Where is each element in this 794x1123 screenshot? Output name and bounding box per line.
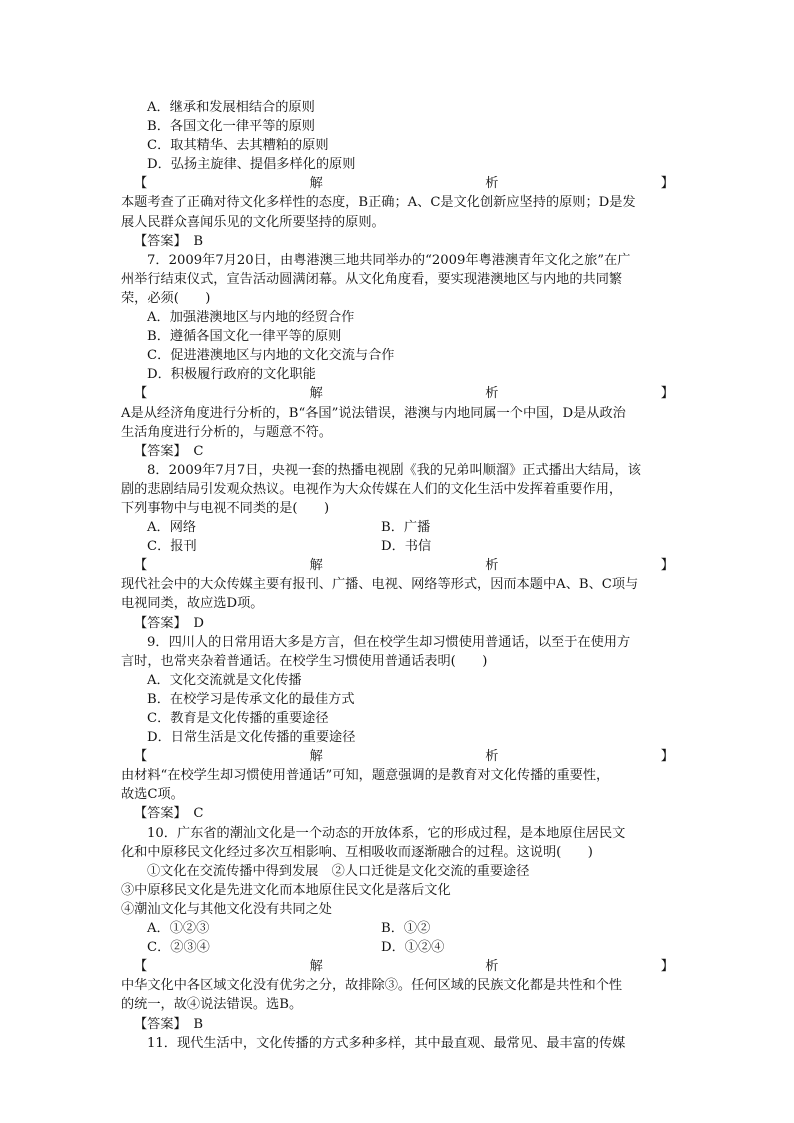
q8-option-d: D．书信 <box>381 539 432 555</box>
bracket-close: 】 <box>660 176 674 192</box>
bracket-close: 】 <box>660 749 674 765</box>
q10-statements-line-1: ①文化在交流传播中得到发展 ②人口迁徙是文化交流的重要途径 <box>147 863 530 879</box>
q9-option-d: D．日常生活是文化传播的重要途径 <box>147 730 356 746</box>
analysis-char-1: 解 <box>309 386 323 402</box>
q10-option-b: B．①② <box>381 921 431 937</box>
q10-options-row-1 <box>121 919 674 938</box>
q6-option-b: B．各国文化一律平等的原则 <box>147 119 315 135</box>
analysis-char-2: 析 <box>485 386 499 402</box>
q7-option-c: C．促进港澳地区与内地的文化交流与合作 <box>147 348 395 364</box>
q10-options-row-2 <box>121 938 674 957</box>
q7-option-a: A．加强港澳地区与内地的经贸合作 <box>147 310 355 326</box>
bracket-close: 】 <box>660 386 674 402</box>
q9-option-b: B．在校学习是传承文化的最佳方式 <box>147 691 355 707</box>
bracket-close: 】 <box>660 558 674 574</box>
q10-option-d: D．①②④ <box>381 940 445 956</box>
q7-analysis-header <box>121 384 674 403</box>
q9-analysis-line-1: 由材料“在校学生却习惯使用普通话”可知，题意强调的是教育对文化传播的重要性， <box>121 768 610 784</box>
q9-analysis-line-2: 故选C项。 <box>121 787 184 803</box>
analysis-char-1: 解 <box>309 749 323 765</box>
bracket-close: 】 <box>660 959 674 975</box>
bracket-open: 【 <box>134 749 148 765</box>
bracket-open: 【 <box>134 176 148 192</box>
q10-option-c: C．②③④ <box>147 940 210 956</box>
q11-stem-line-1: 11．现代生活中，文化传播的方式多种多样，其中最直观、最常见、最丰富的传媒 <box>147 1035 626 1051</box>
q7-analysis-line-2: 生活角度进行分析的，与题意不符。 <box>121 424 332 440</box>
q10-analysis-line-1: 中华文化中各区域文化没有优劣之分，故排除③。任何区域的民族文化都是共性和个性 <box>121 978 623 994</box>
q8-answer: 【答案】 D <box>134 615 204 631</box>
q8-analysis-header <box>121 556 674 575</box>
q7-stem-line-3: 荣，必须( ) <box>121 290 211 306</box>
q8-stem-line-2: 剧的悲剧结局引发观众热议。电视作为大众传媒在人们的文化生活中发挥着重要作用， <box>121 481 623 497</box>
document-page <box>121 98 674 1053</box>
q9-stem-line-2: 言时，也常夹杂着普通话。在校学生习惯使用普通话表明( ) <box>121 653 488 669</box>
q9-option-c: C．教育是文化传播的重要途径 <box>147 711 329 726</box>
bracket-open: 【 <box>134 386 148 402</box>
q9-stem-line-1: 9．四川人的日常用语大多是方言，但在校学生却习惯使用普通话，以至于在使用方 <box>147 634 631 650</box>
q6-analysis-line-2: 展人民群众喜闻乐见的文化所要坚持的原则。 <box>121 214 385 230</box>
q6-option-d: D．弘扬主旋律、提倡多样化的原则 <box>147 157 356 173</box>
q9-answer: 【答案】 C <box>134 806 204 822</box>
q7-stem-line-1: 7．2009年7月20日，由粤港澳三地共同举办的“2009年粤港澳青年文化之旅”在广 <box>147 252 631 268</box>
q10-stem-line-2: 化和中原移民文化经过多次互相影响、互相吸收而逐渐融合的过程。这说明( ) <box>121 844 593 860</box>
analysis-char-1: 解 <box>309 558 323 574</box>
analysis-char-2: 析 <box>485 959 499 975</box>
q6-analysis-header <box>121 174 674 193</box>
q6-option-a: A．继承和发展相结合的原则 <box>147 100 315 115</box>
q8-stem-line-3: 下列事物中与电视不同类的是( ) <box>121 500 330 516</box>
q7-analysis-line-1: A是从经济角度进行分析的，B“各国”说法错误，港澳与内地同属一个中国，D是从政治 <box>121 405 626 421</box>
q6-option-c: C．取其精华、去其糟粕的原则 <box>147 138 329 154</box>
q8-option-a: A．网络 <box>147 520 197 536</box>
q8-option-b: B．广播 <box>381 520 431 536</box>
q7-answer: 【答案】 C <box>134 443 204 459</box>
q10-stem-line-1: 10．广东省的潮汕文化是一个动态的开放体系，它的形成过程，是本地原住居民文 <box>147 825 626 841</box>
bracket-open: 【 <box>134 959 148 975</box>
q8-options-row-1 <box>121 518 674 537</box>
q10-statements-line-2: ③中原移民文化是先进文化而本地原住民文化是落后文化 <box>121 882 451 898</box>
q8-option-c: C．报刊 <box>147 539 197 555</box>
analysis-char-2: 析 <box>485 176 499 192</box>
q6-analysis-line-1: 本题考查了正确对待文化多样性的态度，B正确；A、C是文化创新应坚持的原则；D是发 <box>121 195 636 211</box>
q7-stem-line-2: 州举行结束仪式，宣告活动圆满闭幕。从文化角度看，要实现港澳地区与内地的共同繁 <box>121 271 623 287</box>
q10-statements-line-3: ④潮汕文化与其他文化没有共同之处 <box>121 901 332 917</box>
bracket-open: 【 <box>134 558 148 574</box>
q8-analysis-line-2: 电视同类，故应选D项。 <box>121 596 264 612</box>
q8-stem-line-1: 8．2009年7月7日，央视一套的热播电视剧《我的兄弟叫顺溜》正式播出大结局，该 <box>147 462 641 478</box>
q10-option-a: A．①②③ <box>147 921 210 937</box>
q9-analysis-header <box>121 747 674 766</box>
q9-option-a: A．文化交流就是文化传播 <box>147 672 302 688</box>
q10-analysis-header <box>121 957 674 976</box>
q7-option-b: B．遵循各国文化一律平等的原则 <box>147 329 342 345</box>
q8-options-row-2 <box>121 537 674 556</box>
q6-answer: 【答案】 B <box>134 233 204 249</box>
analysis-char-2: 析 <box>485 558 499 574</box>
analysis-char-2: 析 <box>485 749 499 765</box>
analysis-char-1: 解 <box>309 959 323 975</box>
analysis-char-1: 解 <box>309 176 323 192</box>
q10-analysis-line-2: 的统一，故④说法错误。选B。 <box>121 997 303 1013</box>
q8-analysis-line-1: 现代社会中的大众传媒主要有报刊、广播、电视、网络等形式，因而本题中A、B、C项与 <box>121 577 639 593</box>
q7-option-d: D．积极履行政府的文化职能 <box>147 367 316 383</box>
q10-answer: 【答案】 B <box>134 1016 204 1032</box>
